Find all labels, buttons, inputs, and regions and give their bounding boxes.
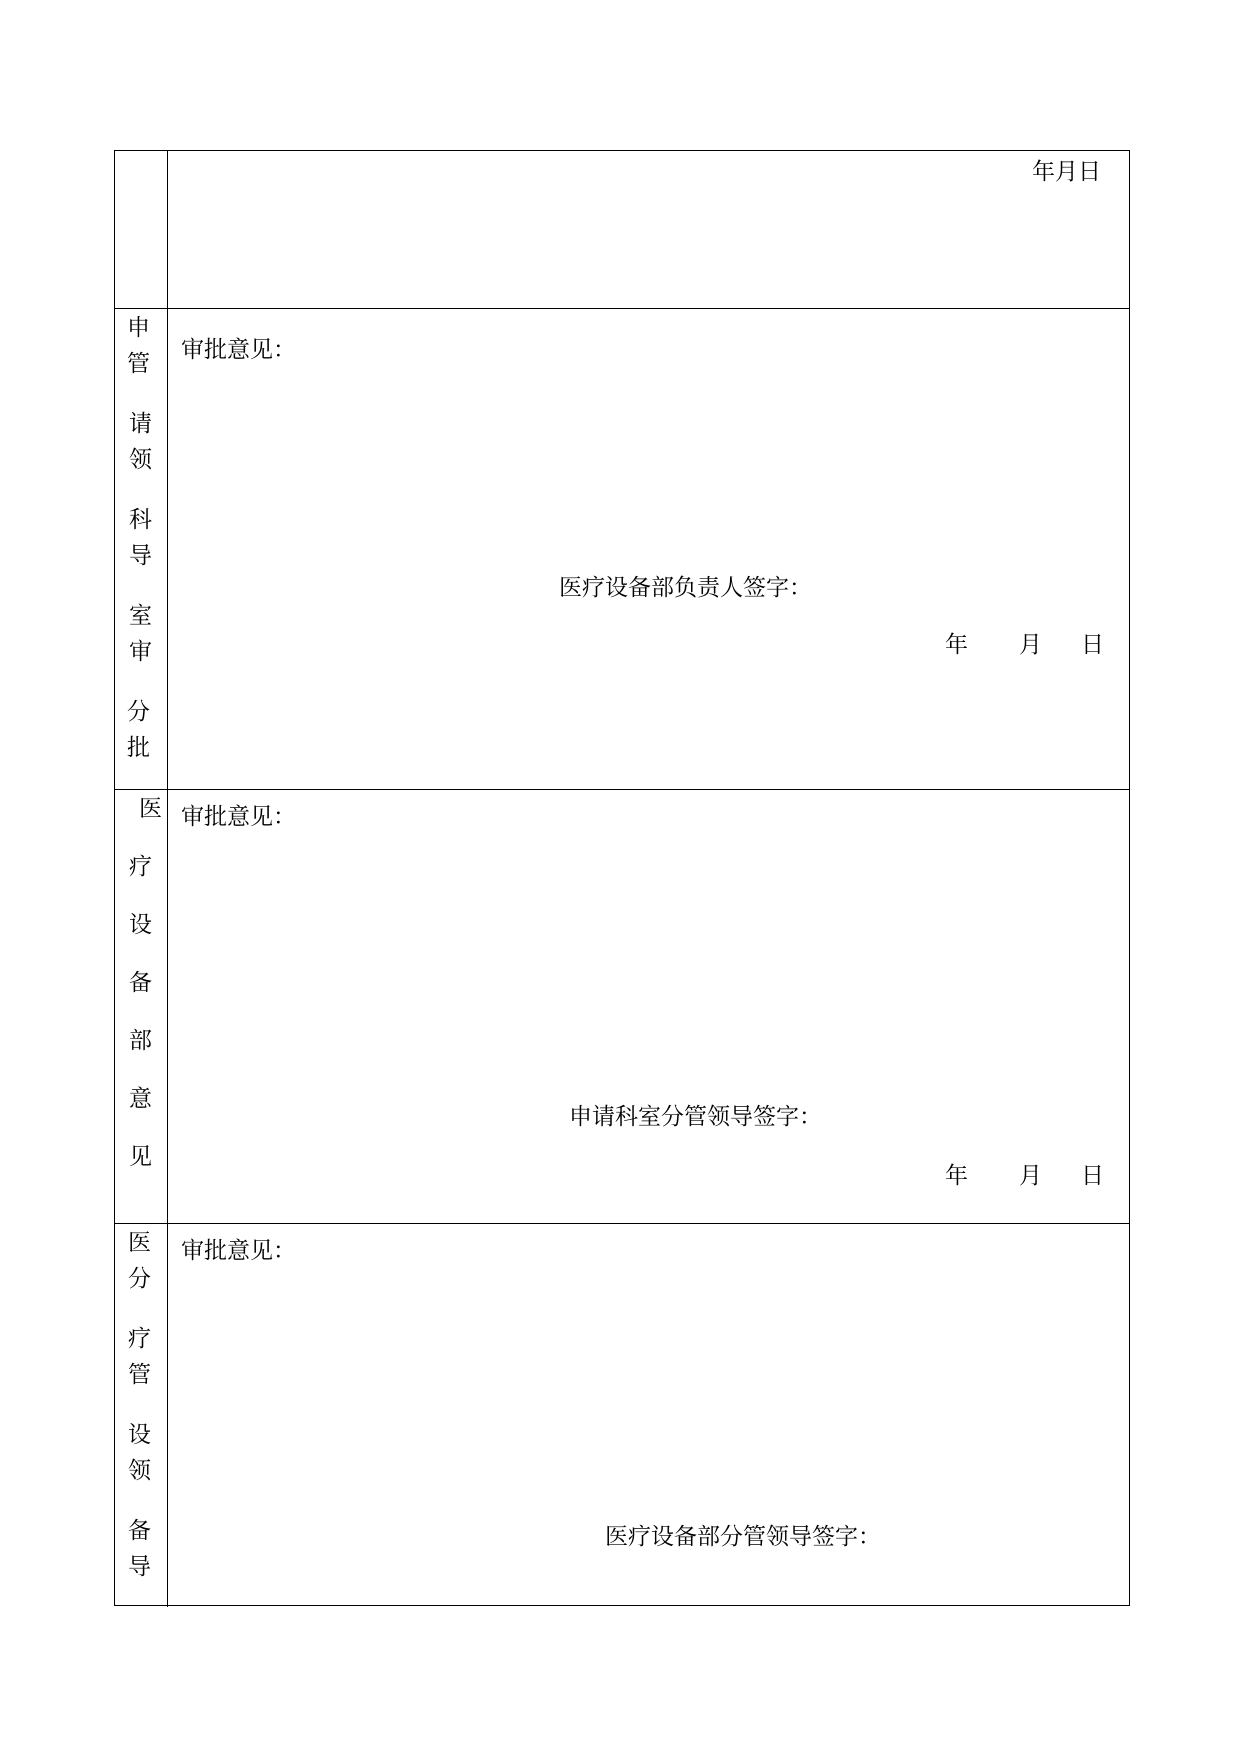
label-char: 管 bbox=[128, 1362, 151, 1388]
signature-label: 申请科室分管领导签字： bbox=[569, 1104, 822, 1130]
year-label: 年 bbox=[945, 1163, 968, 1189]
label-char: 请 bbox=[129, 411, 152, 437]
signature-label: 医疗设备部分管领导签字： bbox=[605, 1524, 881, 1550]
label-char: 医 bbox=[139, 796, 162, 822]
label-char: 备 bbox=[128, 1518, 151, 1544]
opinion-label: 审批意见： bbox=[181, 804, 296, 830]
row-equipment-department-opinion bbox=[115, 789, 1129, 1223]
day-label: 日 bbox=[1081, 1163, 1104, 1189]
year-label: 年 bbox=[945, 632, 968, 658]
label-char: 医 bbox=[128, 1230, 151, 1256]
label-char: 部 bbox=[129, 1028, 152, 1054]
label-char: 导 bbox=[129, 543, 152, 569]
month-label: 月 bbox=[1019, 632, 1042, 658]
label-char: 分 bbox=[127, 699, 150, 725]
label-char: 意 bbox=[129, 1086, 152, 1112]
label-char: 申 bbox=[127, 315, 150, 341]
opinion-label: 审批意见： bbox=[181, 1238, 296, 1264]
label-char: 领 bbox=[129, 447, 152, 473]
label-char: 疗 bbox=[128, 1326, 151, 1352]
signature-label: 医疗设备部负责人签字： bbox=[559, 575, 812, 601]
label-char: 科 bbox=[129, 507, 152, 533]
row-department-leader-approval bbox=[115, 308, 1129, 789]
row-label-cell bbox=[115, 790, 168, 1223]
opinion-label: 审批意见： bbox=[181, 337, 296, 363]
label-char: 设 bbox=[128, 1422, 151, 1448]
label-char: 设 bbox=[129, 912, 152, 938]
day-label: 日 bbox=[1081, 632, 1104, 658]
label-char: 备 bbox=[129, 970, 152, 996]
label-char: 分 bbox=[128, 1266, 151, 1292]
date-label: 年月日 bbox=[1032, 159, 1101, 185]
label-char: 导 bbox=[128, 1554, 151, 1580]
label-char: 领 bbox=[128, 1458, 151, 1484]
label-char: 管 bbox=[127, 351, 150, 377]
label-char: 批 bbox=[127, 735, 150, 761]
row-label-cell bbox=[115, 1224, 168, 1607]
row-label-cell bbox=[115, 151, 168, 308]
approval-form-table bbox=[114, 150, 1130, 1606]
label-char: 见 bbox=[129, 1144, 152, 1170]
month-label: 月 bbox=[1019, 1163, 1042, 1189]
label-char: 疗 bbox=[129, 854, 152, 880]
label-char: 审 bbox=[129, 639, 152, 665]
row-equipment-supervisor-approval bbox=[115, 1223, 1129, 1607]
label-char: 室 bbox=[129, 603, 152, 629]
row-label-cell bbox=[115, 309, 168, 789]
row-date-top bbox=[115, 151, 1129, 308]
